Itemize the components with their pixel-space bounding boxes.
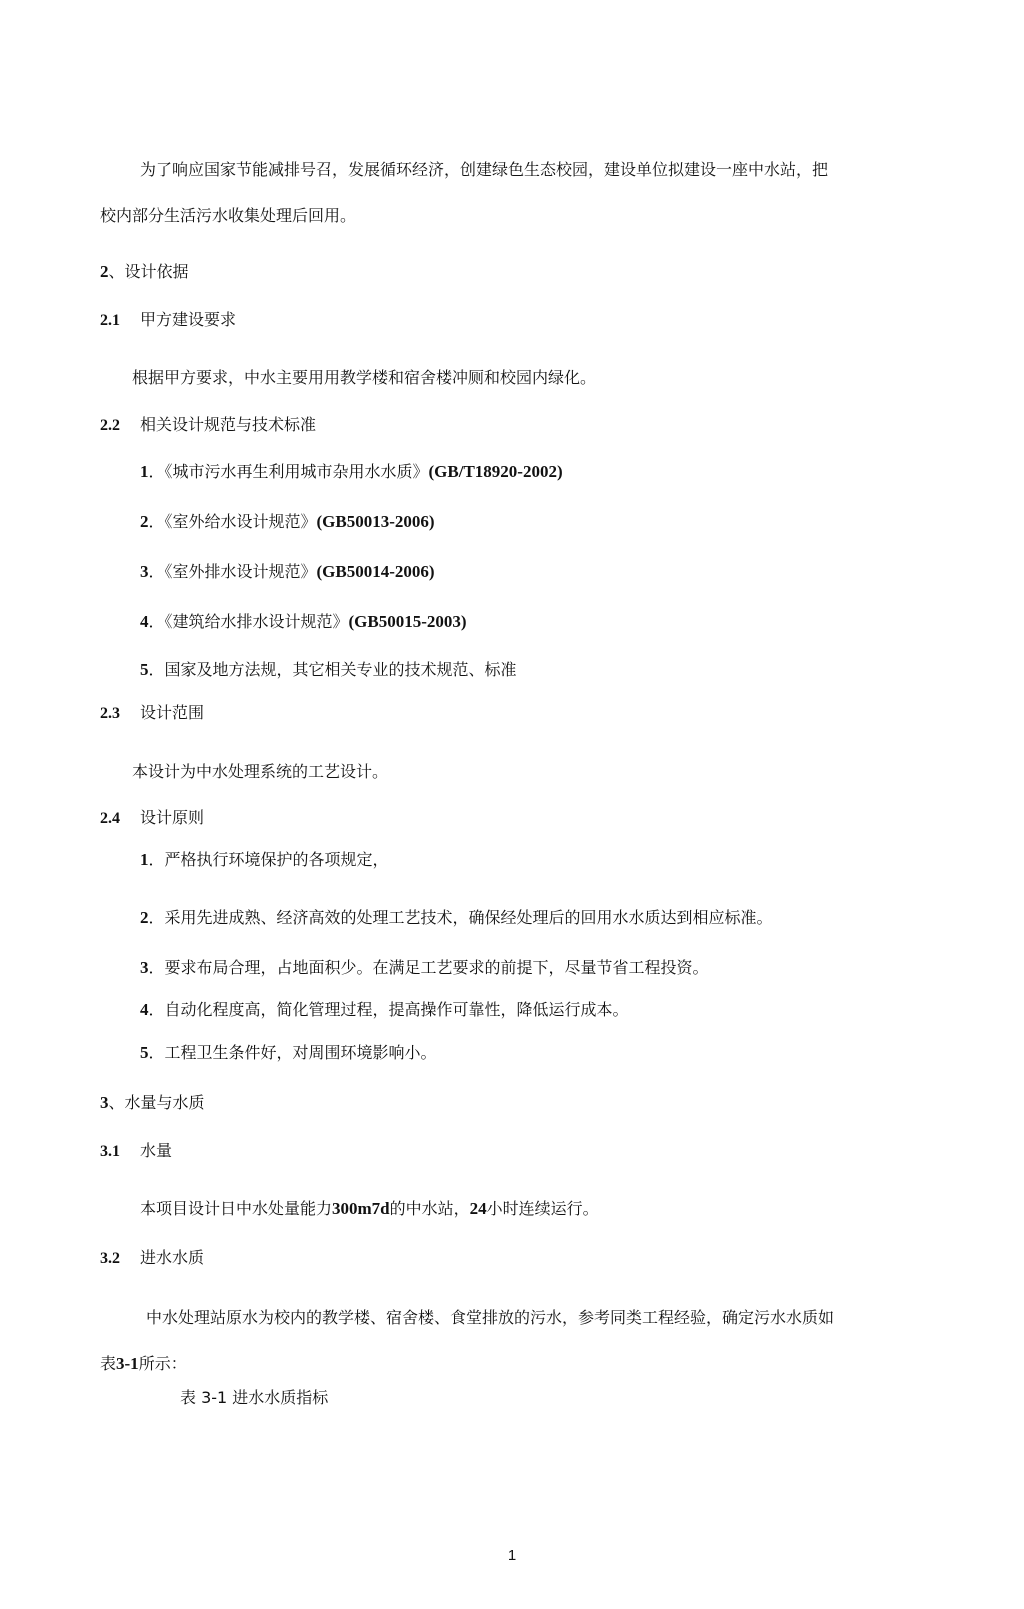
section-2-3-heading — [100, 703, 204, 724]
standard-item-1 — [140, 462, 563, 482]
body-text: 的中水站， — [389, 1199, 470, 1218]
body-text: 小时连续运行。 — [486, 1199, 599, 1218]
item-text: ．要求布局合理，占地面积少。在满足工艺要求的前提下，尽量节省工程投资。 — [148, 958, 709, 977]
section-3-2-title: 进水水质 — [140, 1248, 205, 1267]
section-2-1-heading — [100, 310, 236, 331]
standard-item-4 — [140, 612, 467, 632]
section-2-1-number: 2.1 — [100, 312, 120, 329]
item-code: (GB50015-2003) — [348, 612, 467, 631]
item-number: 1 — [140, 462, 149, 481]
section-3-1-heading — [100, 1141, 172, 1162]
body-text: 本项目设计日中水处量能力 — [140, 1199, 333, 1218]
principle-item-1 — [140, 850, 389, 870]
principle-item-5 — [140, 1043, 437, 1063]
hours-value: 24 — [469, 1199, 487, 1218]
section-2-1-body: 根据甲方要求，中水主要用用教学楼和宿舍楼冲厕和校园内绿化。 — [132, 368, 597, 387]
section-2-1-title: 甲方建设要求 — [140, 310, 237, 329]
section-3-2-heading — [100, 1248, 204, 1269]
section-3-heading — [100, 1093, 205, 1113]
item-number: 3 — [140, 958, 149, 977]
section-2-number: 2 — [100, 262, 109, 281]
section-2-4-title: 设计原则 — [140, 808, 205, 827]
section-2-4-number: 2.4 — [100, 810, 120, 827]
section-3-2-line-2 — [100, 1354, 187, 1374]
item-number: 3 — [140, 562, 149, 581]
item-number: 5 — [140, 660, 149, 679]
section-3-1-body — [140, 1199, 599, 1219]
item-code: (GB50013-2006) — [316, 512, 435, 531]
section-2-4-heading — [100, 808, 204, 829]
section-3-2-number: 3.2 — [100, 1250, 120, 1267]
item-text: ．工程卫生条件好，对周围环境影响小。 — [148, 1043, 437, 1062]
item-number: 1 — [140, 850, 149, 869]
item-number: 4 — [140, 612, 149, 631]
item-number: 5 — [140, 1043, 149, 1062]
intro-line-2: 校内部分生活污水收集处理后回用。 — [100, 206, 357, 225]
item-text: ．采用先进成熟、经济高效的处理工艺技术，确保经处理后的回用水水质达到相应标准。 — [148, 908, 773, 927]
section-2-3-title: 设计范围 — [140, 703, 205, 722]
item-code: (GB50014-2006) — [316, 562, 435, 581]
item-text: ．《建筑给水排水设计规范》 — [148, 612, 349, 631]
section-2-heading — [100, 262, 189, 282]
item-number: 2 — [140, 512, 149, 531]
item-number: 2 — [140, 908, 149, 927]
item-text: ．严格执行环境保护的各项规定， — [148, 850, 389, 869]
principle-item-4 — [140, 1000, 629, 1020]
capacity-value: 300m7d — [332, 1199, 390, 1218]
section-3-1-title: 水量 — [140, 1141, 173, 1160]
table-caption: 表 3-1 进水水质指标 — [180, 1388, 329, 1407]
item-text: ．自动化程度高，简化管理过程，提高操作可靠性，降低运行成本。 — [148, 1000, 629, 1019]
section-2-2-title: 相关设计规范与技术标准 — [140, 415, 317, 434]
section-2-title: 、设计依据 — [108, 262, 189, 281]
item-text: ．《室外排水设计规范》 — [148, 562, 317, 581]
standard-item-5 — [140, 660, 517, 680]
section-3-1-number: 3.1 — [100, 1143, 120, 1160]
section-3-2-line-1: 中水处理站原水为校内的教学楼、宿舍楼、食堂排放的污水，参考同类工程经验，确定污水水质如 — [146, 1308, 835, 1327]
standard-item-3 — [140, 562, 435, 582]
body-text: 所示： — [138, 1354, 187, 1373]
section-2-2-heading — [100, 415, 316, 436]
body-text: 表 — [100, 1354, 117, 1373]
section-2-3-body: 本设计为中水处理系统的工艺设计。 — [132, 762, 389, 781]
principle-item-3 — [140, 958, 709, 978]
principle-item-2 — [140, 908, 773, 928]
section-2-3-number: 2.3 — [100, 705, 120, 722]
table-ref-number: 3-1 — [116, 1354, 139, 1373]
item-code: (GB/T18920-2002) — [428, 462, 563, 481]
item-text: ．《室外给水设计规范》 — [148, 512, 317, 531]
intro-line-1: 为了响应国家节能减排号召，发展循环经济，创建绿色生态校园，建设单位拟建设一座中水站，把 — [140, 160, 829, 179]
item-number: 4 — [140, 1000, 149, 1019]
item-text: ．国家及地方法规，其它相关专业的技术规范、标准 — [148, 660, 517, 679]
item-text: ．《城市污水再生利用城市杂用水水质》 — [148, 462, 429, 481]
section-2-2-number: 2.2 — [100, 417, 120, 434]
section-3-number: 3 — [100, 1093, 109, 1112]
section-3-title: 、水量与水质 — [108, 1093, 205, 1112]
page-number: 1 — [507, 1547, 517, 1564]
standard-item-2 — [140, 512, 435, 532]
